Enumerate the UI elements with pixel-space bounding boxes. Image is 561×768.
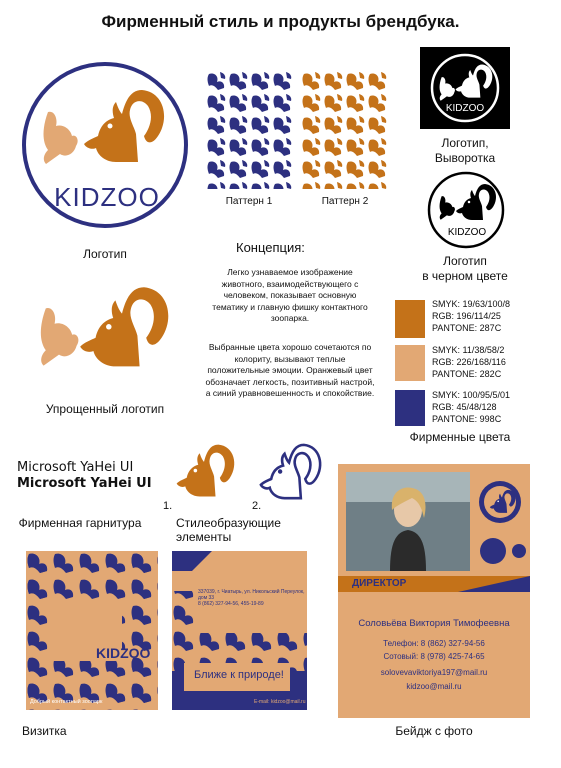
logo-black-caption-2: в черном цвете (422, 269, 508, 283)
badge-caption: Бейдж с фото (395, 724, 473, 738)
swatch-light-orange (395, 345, 425, 381)
simplified-logo-caption: Упрощенный логотип (45, 402, 165, 416)
pattern-2-caption: Паттерн 2 (321, 196, 369, 207)
swatch-orange-smyk: SMYK: 19/63/100/8 (432, 299, 511, 309)
logo-black (424, 170, 508, 250)
style-elements-caption: Стилеобразующие элементы (176, 516, 281, 544)
typeface-caption: Фирменная гарнитура (18, 516, 142, 530)
business-card-back (172, 551, 307, 710)
swatch-light-orange-smyk: SMYK: 11/38/58/2 (432, 345, 505, 355)
badge-dot-small (512, 544, 526, 558)
style-element-1-number: 1. (163, 500, 173, 512)
swatch-blue-pantone: PANTONE: 998C (432, 414, 502, 424)
swatch-blue (395, 390, 425, 426)
style-element-1 (168, 440, 240, 506)
business-card-slogan: Ближе к природе! (194, 669, 284, 681)
concept-paragraph-2: Выбранные цвета хорошо сочетаются по колориту, вызывают теплые положительные эмоции. Оранжевый цвет обозначает легкость, позитивный настрой, а синий уравновешенность и спокойствие. (205, 342, 375, 398)
badge-photo (346, 472, 470, 571)
badge-name: Соловьёва Виктория Тимофеевна (358, 618, 510, 629)
logo-black-caption-1: Логотип (443, 254, 487, 268)
pattern-1-caption: Паттерн 1 (225, 196, 273, 207)
concept-paragraph-1: Легко узнаваемое изображение животного, взаимодействующего с человеком, показывает основную тематику и главную фишку контактного зоопарка. (212, 267, 368, 323)
logo-caption: Логотип (83, 247, 127, 261)
logo-inverse-caption-1: Логотип, (441, 136, 489, 150)
business-card-address: 337039, г. Чиатырь, ул. Никольский Переулок, дом 33 (198, 589, 305, 601)
swatch-light-orange-pantone: PANTONE: 282C (432, 369, 502, 379)
simplified-logo (35, 272, 175, 392)
main-logo-wordmark: KIDZOO (54, 182, 160, 212)
badge-position-bar (338, 576, 530, 592)
badge (338, 464, 530, 718)
badge-position: ДИРЕКТОР (352, 578, 407, 589)
logo-inverse-wordmark: KIDZOO (445, 103, 485, 114)
swatch-light-orange-rgb: RGB: 226/168/116 (432, 357, 506, 367)
swatch-orange-rgb: RGB: 196/114/25 (432, 311, 501, 321)
business-card-wordmark: KIDZOO (96, 645, 151, 661)
badge-logo-circle (478, 480, 522, 524)
brand-colors-caption: Фирменные цвета (409, 430, 511, 444)
logo-black-wordmark: KIDZOO (447, 227, 487, 238)
typeface-regular: Microsoft YaHei UI (17, 460, 134, 475)
badge-email-2: kidzoo@mail.ru (406, 682, 462, 691)
logo-inverse-caption-2: Выворотка (434, 151, 496, 165)
badge-mobile: Сотовый: 8 (978) 425-74-65 (383, 652, 485, 661)
business-card-caption: Визитка (22, 724, 67, 738)
badge-phone: Телефон: 8 (862) 327-94-56 (383, 639, 485, 648)
style-element-2 (252, 440, 328, 506)
badge-dot-large (480, 538, 506, 564)
swatch-orange (395, 300, 425, 338)
business-card-tagline: Добрый контактный зоопарк (30, 699, 103, 705)
swatch-blue-smyk: SMYK: 100/95/5/01 (432, 390, 511, 400)
business-card-front (26, 551, 158, 710)
swatch-blue-rgb: RGB: 45/48/128 (432, 402, 497, 412)
page-title: Фирменный стиль и продукты брендбука. (101, 12, 460, 31)
business-card-phone: 8 (862) 327-94-56, 455-19-89 (198, 601, 264, 607)
concept-title: Концепция: (236, 240, 305, 255)
pattern-1-swatch (206, 71, 292, 189)
business-card-email: E-mail: kidzoo@mail.ru (254, 699, 306, 705)
typeface-bold: Microsoft YaHei UI (17, 476, 152, 491)
swatch-orange-pantone: PANTONE: 287C (432, 323, 502, 333)
logo-inverse (420, 47, 510, 129)
pattern-2-swatch (301, 71, 388, 189)
style-element-2-number: 2. (252, 500, 262, 512)
badge-email-1: solovevaviktoriya197@mail.ru (380, 668, 488, 677)
